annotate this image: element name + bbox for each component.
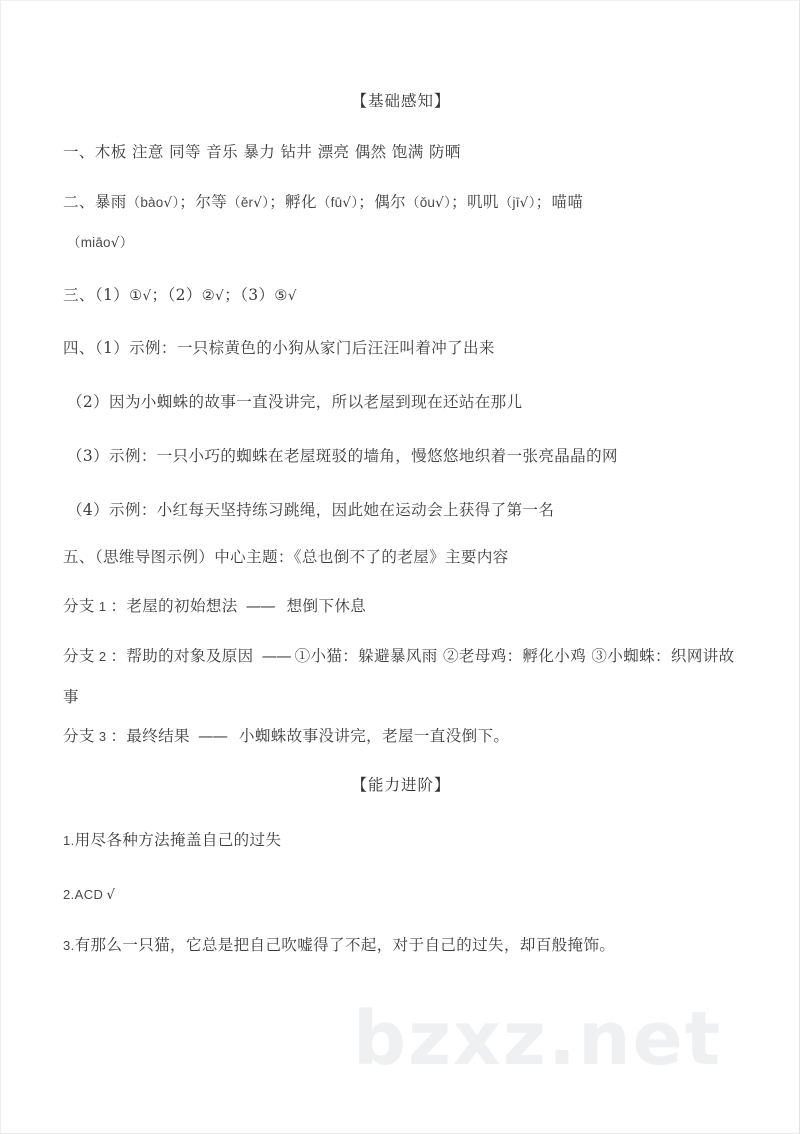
pinyin-word-6: 喵喵 (551, 193, 584, 211)
answer-item-4-sub-2-row (67, 382, 522, 422)
pinyin-reading-6: miāo (80, 235, 111, 250)
mindmap-branch-3 (63, 716, 509, 757)
check-mark-4: √ (435, 195, 445, 211)
advanced-item-3-text: 有那么一只猫，它总是把自己吹嘘得了不起，对于自己的过失，却百般掩饰。 (74, 936, 616, 954)
pinyin-paren-open-3: （ (316, 195, 331, 210)
answer-item-3-b-label: （2） (167, 286, 202, 304)
advanced-item-2-text: ACD (74, 887, 104, 902)
mindmap-branch-1-number: 1 (98, 599, 107, 614)
check-mark-3a: √ (142, 288, 152, 304)
separator-1: ； (179, 193, 196, 211)
pinyin-paren-close-5: ） (528, 195, 536, 210)
pinyin-word-1: 暴雨 (94, 193, 127, 211)
answer-item-3 (63, 275, 297, 316)
mindmap-branch-3-tail: 小蜘蛛故事没讲完，老屋一直没倒下。 (238, 727, 510, 745)
answer-item-3-a-value: ① (129, 288, 143, 304)
pinyin-word-2: 尔等 (195, 193, 228, 211)
check-mark-2: √ (253, 195, 263, 211)
answer-item-4-sub-2: （2）因为小蜘蛛的故事一直没讲完，所以老屋到现在还站在那儿 (67, 393, 523, 411)
mindmap-branch-2 (63, 636, 745, 717)
pinyin-reading-4: ǒu (419, 195, 436, 210)
pinyin-reading-5: jī (512, 195, 520, 210)
advanced-item-1-text: 用尽各种方法掩盖自己的过失 (74, 831, 282, 849)
answer-item-3-a-label: （1） (94, 286, 130, 304)
answer-item-3-marker: 三、 (63, 286, 95, 304)
pinyin-paren-close-1: ） (172, 195, 180, 210)
answer-item-4-sub-3: （3）示例：一只小巧的蜘蛛在老屋斑驳的墙角，慢悠悠地织着一张亮晶晶的网 (67, 447, 618, 465)
answer-item-2-marker: 二、 (63, 193, 95, 211)
advanced-item-3-number: 3. (63, 938, 75, 953)
check-mark-3b: √ (215, 288, 225, 304)
answer-item-1-marker: 一、 (63, 143, 95, 161)
mindmap-branch-2-dash: —— (261, 647, 291, 665)
pinyin-paren-open-6: （ (67, 235, 81, 250)
mindmap-branch-1-tail: 想倒下休息 (286, 597, 367, 615)
section-heading-basic: 【基础感知】 (351, 92, 451, 110)
pinyin-reading-2: ěr (240, 195, 254, 210)
pinyin-paren-open-5: （ (498, 195, 513, 210)
section-heading-advanced: 【能力进阶】 (351, 776, 451, 794)
pinyin-reading-1: bào (140, 195, 164, 210)
mindmap-branch-3-number: 3 (98, 729, 107, 744)
pinyin-reading-3: fū (330, 195, 343, 210)
pinyin-paren-close-4: ） (444, 195, 452, 210)
mindmap-branch-2-number: 2 (98, 649, 107, 664)
pinyin-paren-open-1: （ (126, 195, 141, 210)
mindmap-branch-1 (63, 586, 366, 627)
separator-3: ； (358, 193, 375, 211)
pinyin-paren-close-2: ） (262, 195, 270, 210)
answer-item-1-text: 木板 注意 同等 音乐 暴力 钻井 漂亮 偶然 饱满 防晒 (94, 143, 461, 161)
advanced-item-1 (63, 820, 281, 861)
separator-4: ； (451, 193, 467, 211)
answer-item-4-sub-4-row (67, 490, 554, 530)
answer-item-4-sub-3-row (67, 436, 618, 476)
mindmap-branch-1-label: 分支 (63, 597, 95, 615)
mindmap-branch-2-label: 分支 (63, 647, 95, 665)
answer-item-2-continuation (67, 222, 133, 263)
advanced-item-2 (63, 874, 115, 915)
answer-item-4-sub-1: （1）示例：一只棕黄色的小狗从家门后汪汪叫着冲了出来 (94, 339, 495, 357)
answer-item-3-c-label: （3） (240, 286, 275, 304)
check-mark-3: √ (342, 195, 352, 211)
pinyin-paren-open-2: （ (227, 195, 241, 210)
answer-item-4-sub-4: （4）示例：小红每天坚持练习跳绳，因此她在运动会上获得了第一名 (67, 501, 555, 519)
mindmap-branch-1-text: ：老屋的初始想法 (110, 597, 238, 615)
separator-3a: ； (151, 286, 168, 304)
mindmap-branch-3-dash: —— (197, 727, 227, 745)
advanced-item-3 (63, 925, 615, 966)
pinyin-word-3: 孵化 (285, 193, 317, 211)
check-mark-1: √ (163, 195, 173, 211)
check-mark-6: √ (110, 235, 120, 251)
answer-item-5 (63, 537, 509, 577)
site-watermark: bzxz.net (353, 996, 723, 1082)
mindmap-branch-3-label: 分支 (63, 727, 95, 745)
mindmap-branch-2-text: ：帮助的对象及原因 (110, 647, 254, 665)
separator-5: ； (535, 193, 552, 211)
check-mark-5: √ (519, 195, 529, 211)
advanced-item-1-number: 1. (63, 833, 75, 848)
answer-item-5-marker: 五、 (63, 548, 95, 566)
check-mark-adv-2: √ (106, 887, 116, 903)
answer-item-1 (63, 132, 461, 172)
answer-item-4 (63, 328, 495, 368)
mindmap-branch-3-text: ：最终结果 (110, 727, 190, 745)
pinyin-paren-close-3: ） (351, 195, 359, 210)
pinyin-paren-open-4: （ (406, 195, 420, 210)
answer-item-5-text: （思维导图示例）中心主题：《总也倒不了的老屋》主要内容 (94, 548, 509, 566)
answer-item-4-marker: 四、 (63, 339, 95, 357)
pinyin-word-5: 叽叽 (467, 193, 499, 211)
pinyin-word-4: 偶尔 (374, 193, 406, 211)
separator-2: ； (269, 193, 286, 211)
mindmap-branch-2-tail: ①小猫：躲避暴风雨 ②老母鸡：孵化小鸡 ③小蜘蛛：织网讲故事 (63, 647, 735, 706)
answer-item-2 (63, 182, 583, 223)
advanced-item-2-number: 2. (63, 887, 75, 902)
separator-3b: ； (224, 286, 241, 304)
mindmap-branch-1-dash: —— (245, 597, 275, 615)
answer-item-3-b-value: ② (201, 288, 216, 304)
answer-item-3-c-value: ⑤ (274, 288, 288, 304)
pinyin-paren-close-6: ） (119, 235, 134, 250)
check-mark-3c: √ (287, 288, 297, 304)
